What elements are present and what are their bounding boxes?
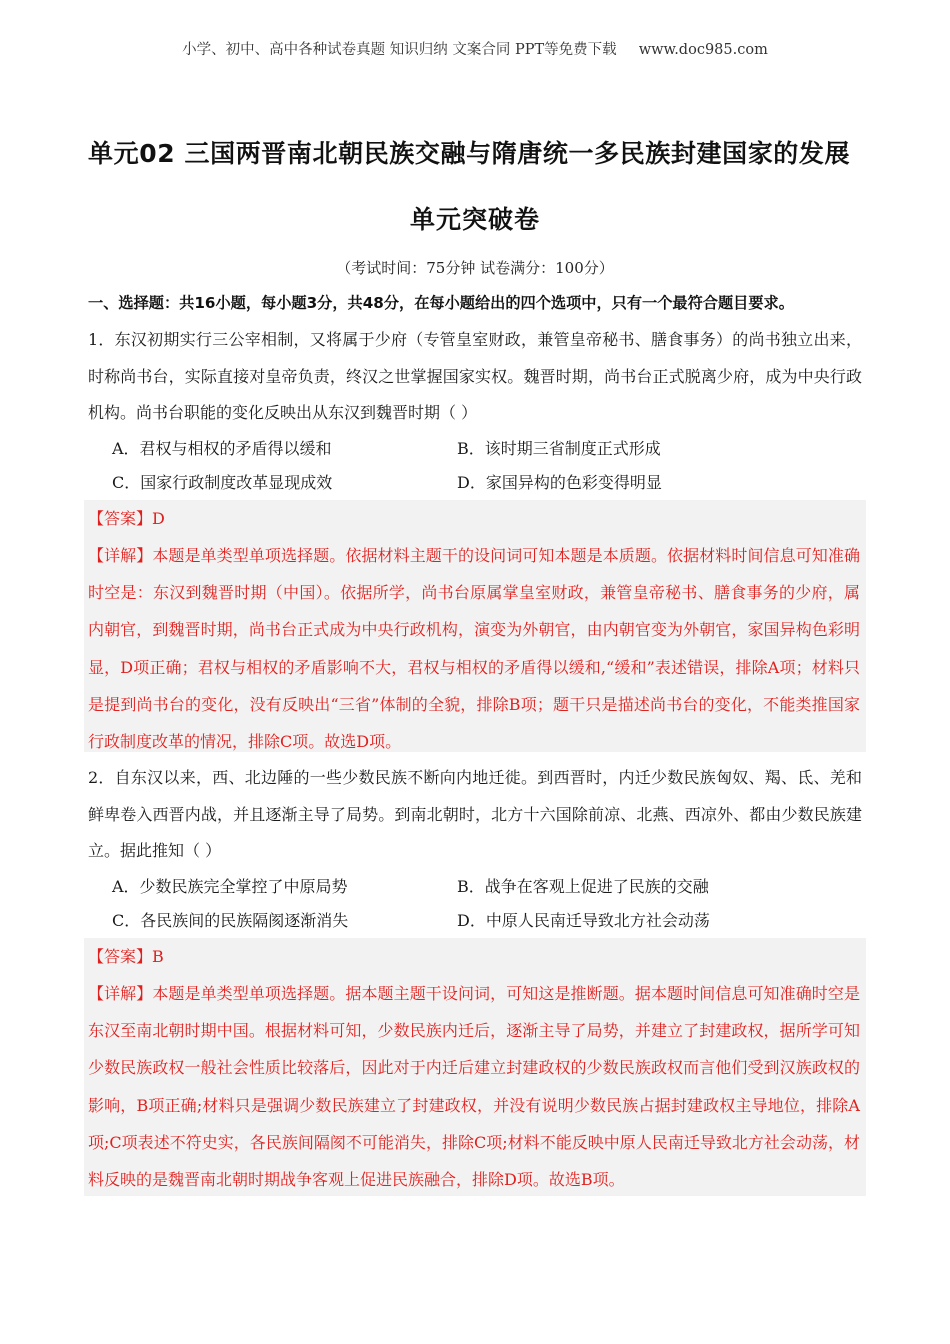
option-a: A．少数民族完全掌控了中原局势 <box>112 876 348 896</box>
option-a: A．君权与相权的矛盾得以缓和 <box>112 438 332 458</box>
answer-value: D <box>152 509 165 528</box>
question-stem: 1．东汉初期实行三公宰相制，又将属于少府（专管皇室财政，兼管皇帝秘书、膳食事务）的尚书独立出来，时称尚书台，实际直接对皇帝负责，终汉之世掌握国家实权。魏晋时期，尚书台正式脱离少府，成为中央行政机构。尚书台职能的变化反映出从东汉到魏晋时期（ ） <box>88 330 862 422</box>
detail-body: 本题是单类型单项选择题。据本题主题干设问词，可知这是推断题。据本题时间信息可知准确时空是东汉至南北朝时期中国。根据材料可知，少数民族内迁后，逐渐主导了局势，并建立了封建政权，据所学可知少数民族政权一般社会性质比较落后，因此对于内迁后建立封建政权的少数民族政权而言他们受到汉族政权的影响，B项正确;材料只是强调少数民族建立了封建政权，并没有说明少数民族占据封建政权主导地位，排除A项;C项表述不符史实，各民族间隔阂不可能消失，排除C项;材料不能反映中原人民南迁导致北方社会动荡，材料反映的是魏晋南北朝时期战争客观上促进民族融合，排除D项。故选B项。 <box>88 984 860 1190</box>
option-c: C．各民族间的民族隔阂逐渐消失 <box>112 911 349 930</box>
option-c: C．国家行政制度改革显现成效 <box>112 473 333 492</box>
options <box>112 432 862 501</box>
option-b: B．战争在客观上促进了民族的交融 <box>457 876 709 896</box>
answer-label: 【答案】 <box>88 509 153 528</box>
answer-box-2 <box>84 938 866 1196</box>
option-d: D．中原人民南迁导致北方社会动荡 <box>457 911 710 930</box>
option-d: D．家国异构的色彩变得明显 <box>457 473 662 492</box>
answer-box-1 <box>84 500 866 752</box>
exam-info: （考试时间：75分钟 试卷满分：100分） <box>336 259 614 277</box>
detail-text <box>84 537 866 760</box>
detail-text <box>84 975 866 1198</box>
question-stem: 2．自东汉以来，西、北边陲的一些少数民族不断向内地迁徙。到西晋时，内迁少数民族匈奴、羯、氐、羌和鲜卑卷入西晋内战，并且逐渐主导了局势。到南北朝时，北方十六国除前凉、北燕、西凉外、都由少数民族建立。据此推知（ ） <box>88 768 862 860</box>
option-b: B．该时期三省制度正式形成 <box>457 438 661 458</box>
answer-line <box>84 500 866 537</box>
answer-value: B <box>152 947 164 966</box>
question-2 <box>88 760 862 939</box>
detail-label: 【详解】 <box>88 546 153 565</box>
answer-line <box>84 938 866 975</box>
doc-title-line1: 单元02 三国两晋南北朝民族交融与隋唐统一多民族封建国家的发展 <box>88 139 851 168</box>
header-tagline: 小学、初中、高中各种试卷真题 知识归纳 文案合同 PPT等免费下载 <box>182 42 617 58</box>
site-header <box>0 38 950 59</box>
answer-label: 【答案】 <box>88 947 153 966</box>
detail-label: 【详解】 <box>88 984 153 1003</box>
doc-title-line2: 单元突破卷 <box>409 205 540 234</box>
header-site-url[interactable]: www.doc985.com <box>638 42 768 58</box>
section-heading: 一、选择题：共16小题，每小题3分，共48分，在每小题给出的四个选项中，只有一个最符合题目要求。 <box>88 294 794 312</box>
options <box>112 870 862 939</box>
question-1 <box>88 322 862 501</box>
detail-body: 本题是单类型单项选择题。依据材料主题干的设问词可知本题是本质题。依据材料时间信息可知准确时空是：东汉到魏晋时期（中国）。依据所学，尚书台原属掌皇室财政，兼管皇帝秘书、膳食事务的少府，属内朝官，到魏晋时期，尚书台正式成为中央行政机构，演变为外朝官，由内朝官变为外朝官，家国异构色彩明显，D项正确；君权与相权的矛盾影响不大，君权与相权的矛盾得以缓和,“缓和”表述错误，排除A项；材料只是提到尚书台的变化，没有反映出“三省”体制的全貌，排除B项；题干只是描述尚书台的变化，不能类推国家行政制度改革的情况，排除C项。故选D项。 <box>88 546 860 752</box>
